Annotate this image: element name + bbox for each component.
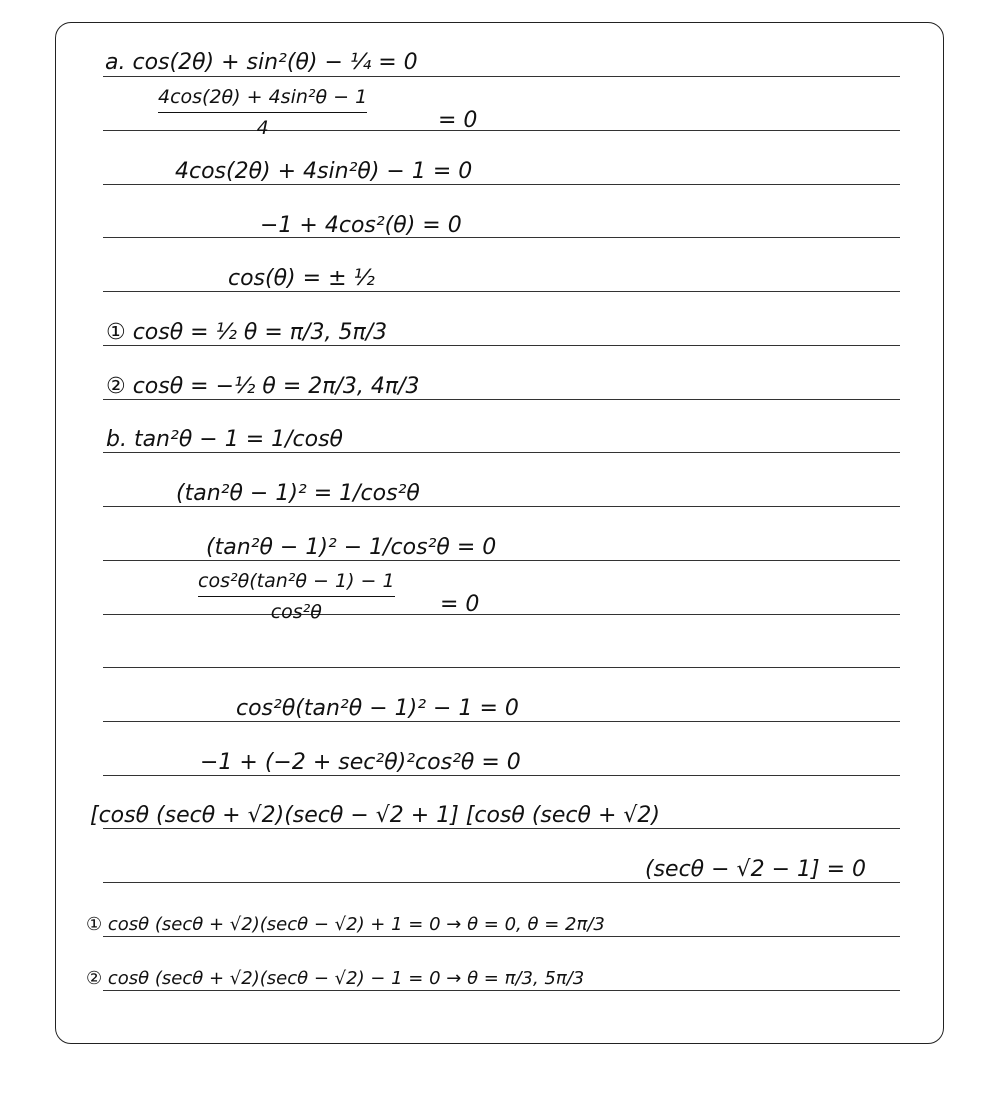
fraction-b bbox=[198, 570, 395, 623]
ruled-line bbox=[103, 828, 900, 829]
ruled-line bbox=[103, 237, 900, 238]
line-b3: (tan²θ − 1)² − 1/cos²θ = 0 bbox=[206, 535, 497, 560]
ruled-line bbox=[103, 882, 900, 883]
line-b8: (secθ − √2 − 1] = 0 bbox=[645, 857, 866, 882]
line-b6: −1 + (−2 + sec²θ)²cos²θ = 0 bbox=[200, 750, 521, 775]
ruled-line bbox=[103, 990, 900, 991]
line-b2: (tan²θ − 1)² = 1/cos²θ bbox=[176, 481, 420, 506]
line-b-heading: b. tan²θ − 1 = 1/cosθ bbox=[106, 427, 344, 452]
ruled-line bbox=[103, 721, 900, 722]
line-a2: 4cos(2θ) + 4sin²θ) − 1 = 0 bbox=[175, 159, 473, 184]
line-b9: ① cosθ (secθ + √2)(secθ − √2) + 1 = 0 → θ = 0, θ = 2π/3 bbox=[86, 914, 605, 935]
ruled-line bbox=[103, 667, 900, 668]
fraction-b-equals: = 0 bbox=[440, 592, 480, 617]
line-a5: ① cosθ = ½ θ = π/3, 5π/3 bbox=[106, 320, 388, 345]
ruled-line bbox=[103, 452, 900, 453]
fraction-a-equals: = 0 bbox=[438, 108, 478, 133]
line-b7: [cosθ (secθ + √2)(secθ − √2 + 1] [cosθ (secθ + √2) bbox=[90, 803, 660, 828]
ruled-line bbox=[103, 76, 900, 77]
fraction-a-numerator: 4cos(2θ) + 4sin²θ − 1 bbox=[158, 86, 367, 113]
ruled-line bbox=[103, 345, 900, 346]
ruled-line bbox=[103, 291, 900, 292]
ruled-line bbox=[103, 399, 900, 400]
line-a3: −1 + 4cos²(θ) = 0 bbox=[260, 213, 462, 238]
line-b5: cos²θ(tan²θ − 1)² − 1 = 0 bbox=[236, 696, 519, 721]
line-a4: cos(θ) = ± ½ bbox=[228, 266, 375, 291]
fraction-b-denominator: cos²θ bbox=[270, 601, 322, 623]
line-a6: ② cosθ = −½ θ = 2π/3, 4π/3 bbox=[106, 374, 420, 399]
ruled-line bbox=[103, 936, 900, 937]
fraction-b-numerator: cos²θ(tan²θ − 1) − 1 bbox=[198, 570, 395, 597]
ruled-line bbox=[103, 775, 900, 776]
fraction-a bbox=[158, 86, 367, 139]
ruled-line bbox=[103, 184, 900, 185]
ruled-line bbox=[103, 506, 900, 507]
fraction-a-denominator: 4 bbox=[256, 117, 269, 139]
ruled-line bbox=[103, 560, 900, 561]
line-b10: ② cosθ (secθ + √2)(secθ − √2) − 1 = 0 → θ = π/3, 5π/3 bbox=[86, 968, 585, 989]
line-a-heading: a. cos(2θ) + sin²(θ) − ¼ = 0 bbox=[105, 50, 418, 75]
